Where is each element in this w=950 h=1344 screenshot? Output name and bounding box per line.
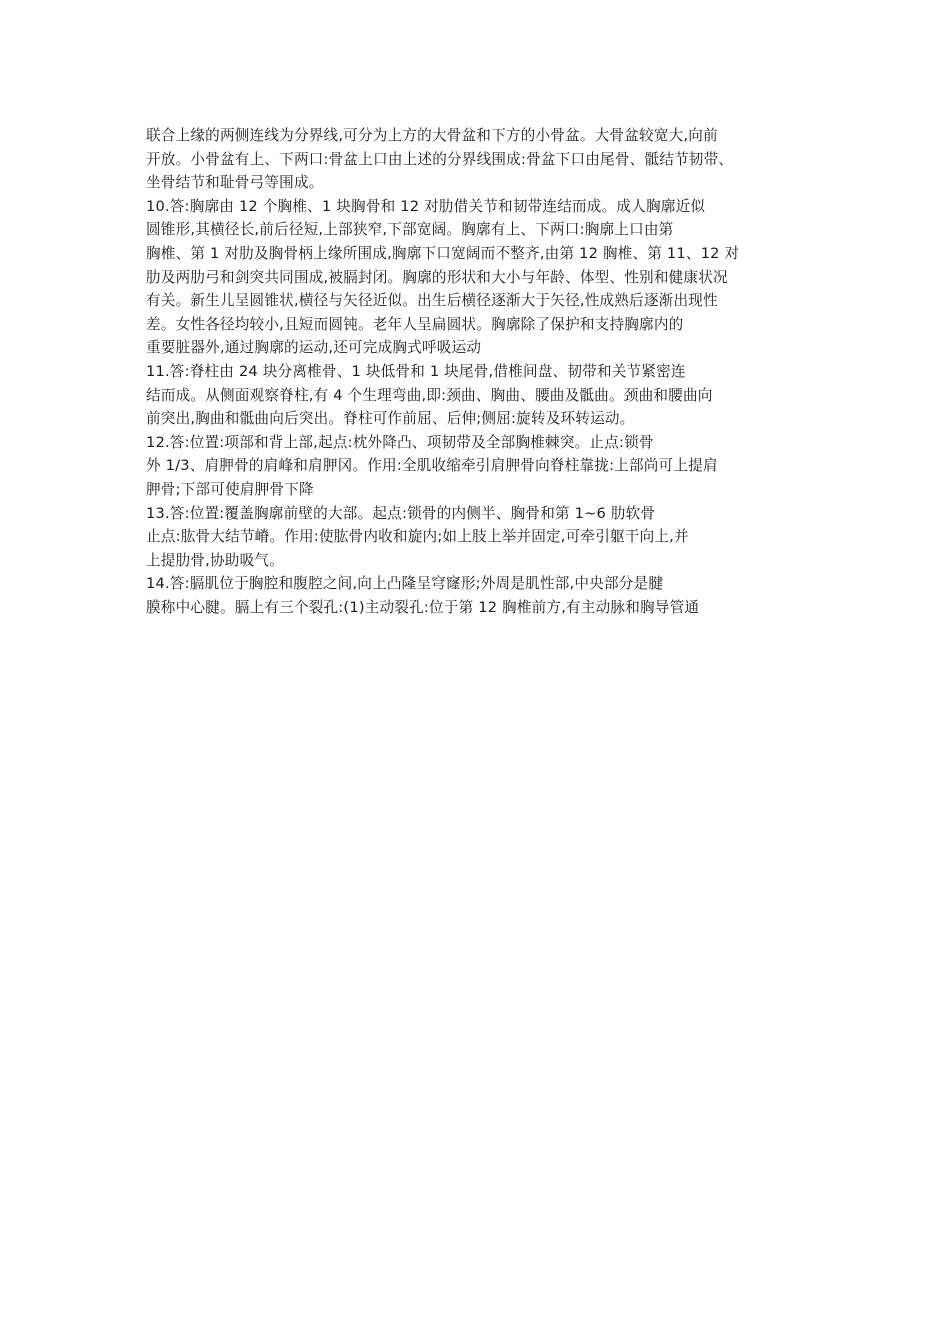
text-line: 重要脏器外,通过胸廓的运动,还可完成胸式呼吸运动 (146, 339, 482, 357)
text-line: 肋及两肋弓和剑突共同围成,被膈封闭。胸廓的形状和大小与年龄、体型、性别和健康状况 (146, 268, 728, 286)
text-line: 开放。小骨盆有上、下两口:骨盆上口由上述的分界线围成:骨盆下口由尾骨、骶结节韧带、 (146, 150, 734, 168)
text-line: 结而成。从侧面观察脊柱,有 4 个生理弯曲,即:颈曲、胸曲、腰曲及骶曲。颈曲和腰曲向 (146, 386, 713, 404)
document-body (146, 124, 826, 619)
text-line: 前突出,胸曲和骶曲向后突出。脊柱可作前屈、后伸;侧屈:旋转及环转运动。 (146, 410, 635, 428)
text-line: 外 1/3、肩胛骨的肩峰和肩胛冈。作用:全肌收缩牵引肩胛骨向脊柱靠拢:上部尚可上提肩 (146, 457, 718, 475)
text-line: 14.答:膈肌位于胸腔和腹腔之间,向上凸隆呈穹窿形;外周是肌性部,中央部分是腱 (146, 575, 664, 593)
text-line: 差。女性各径均较小,且短而圆钝。老年人呈扁圆状。胸廓除了保护和支持胸廓内的 (146, 315, 684, 333)
text-line: 坐骨结节和耻骨弓等围成。 (146, 174, 324, 192)
text-line: 联合上缘的两侧连线为分界线,可分为上方的大骨盆和下方的小骨盆。大骨盆较宽大,向前 (146, 127, 718, 144)
text-line: 10.答:胸廓由 12 个胸椎、1 块胸骨和 12 对肋借关节和韧带连结而成。成人胸廓近似 (146, 197, 706, 215)
text-line: 胸椎、第 1 对肋及胸骨柄上缘所围成,胸廓下口宽阔而不整齐,由第 12 胸椎、第 11、12 对 (146, 244, 740, 262)
text-line: 止点:肱骨大结节嵴。作用:使肱骨内收和旋内;如上肢上举并固定,可牵引躯干向上,并 (146, 528, 689, 546)
text-line: 有关。新生儿呈圆锥状,横径与矢径近似。出生后横径逐渐大于矢径,性成熟后逐渐出现性 (146, 292, 718, 310)
text-line: 膜称中心腱。膈上有三个裂孔:(1)主动裂孔:位于第 12 胸椎前方,有主动脉和胸导管通 (146, 598, 700, 616)
text-line: 上提肋骨,协助吸气。 (146, 551, 284, 569)
text-line: 胛骨;下部可使肩胛骨下降 (146, 480, 314, 498)
text-line: 12.答:位置:项部和背上部,起点:枕外降凸、项韧带及全部胸椎棘突。止点:锁骨 (146, 433, 654, 451)
text-line: 圆锥形,其横径长,前后径短,上部狭窄,下部宽阔。胸廓有上、下两口:胸廓上口由第 (146, 221, 674, 239)
text-line: 13.答:位置:覆盖胸廓前壁的大部。起点:锁骨的内侧半、胸骨和第 1~6 肋软骨 (146, 504, 656, 522)
text-line: 11.答:脊柱由 24 块分离椎骨、1 块低骨和 1 块尾骨,借椎间盘、韧带和关节紧密连 (146, 362, 686, 380)
